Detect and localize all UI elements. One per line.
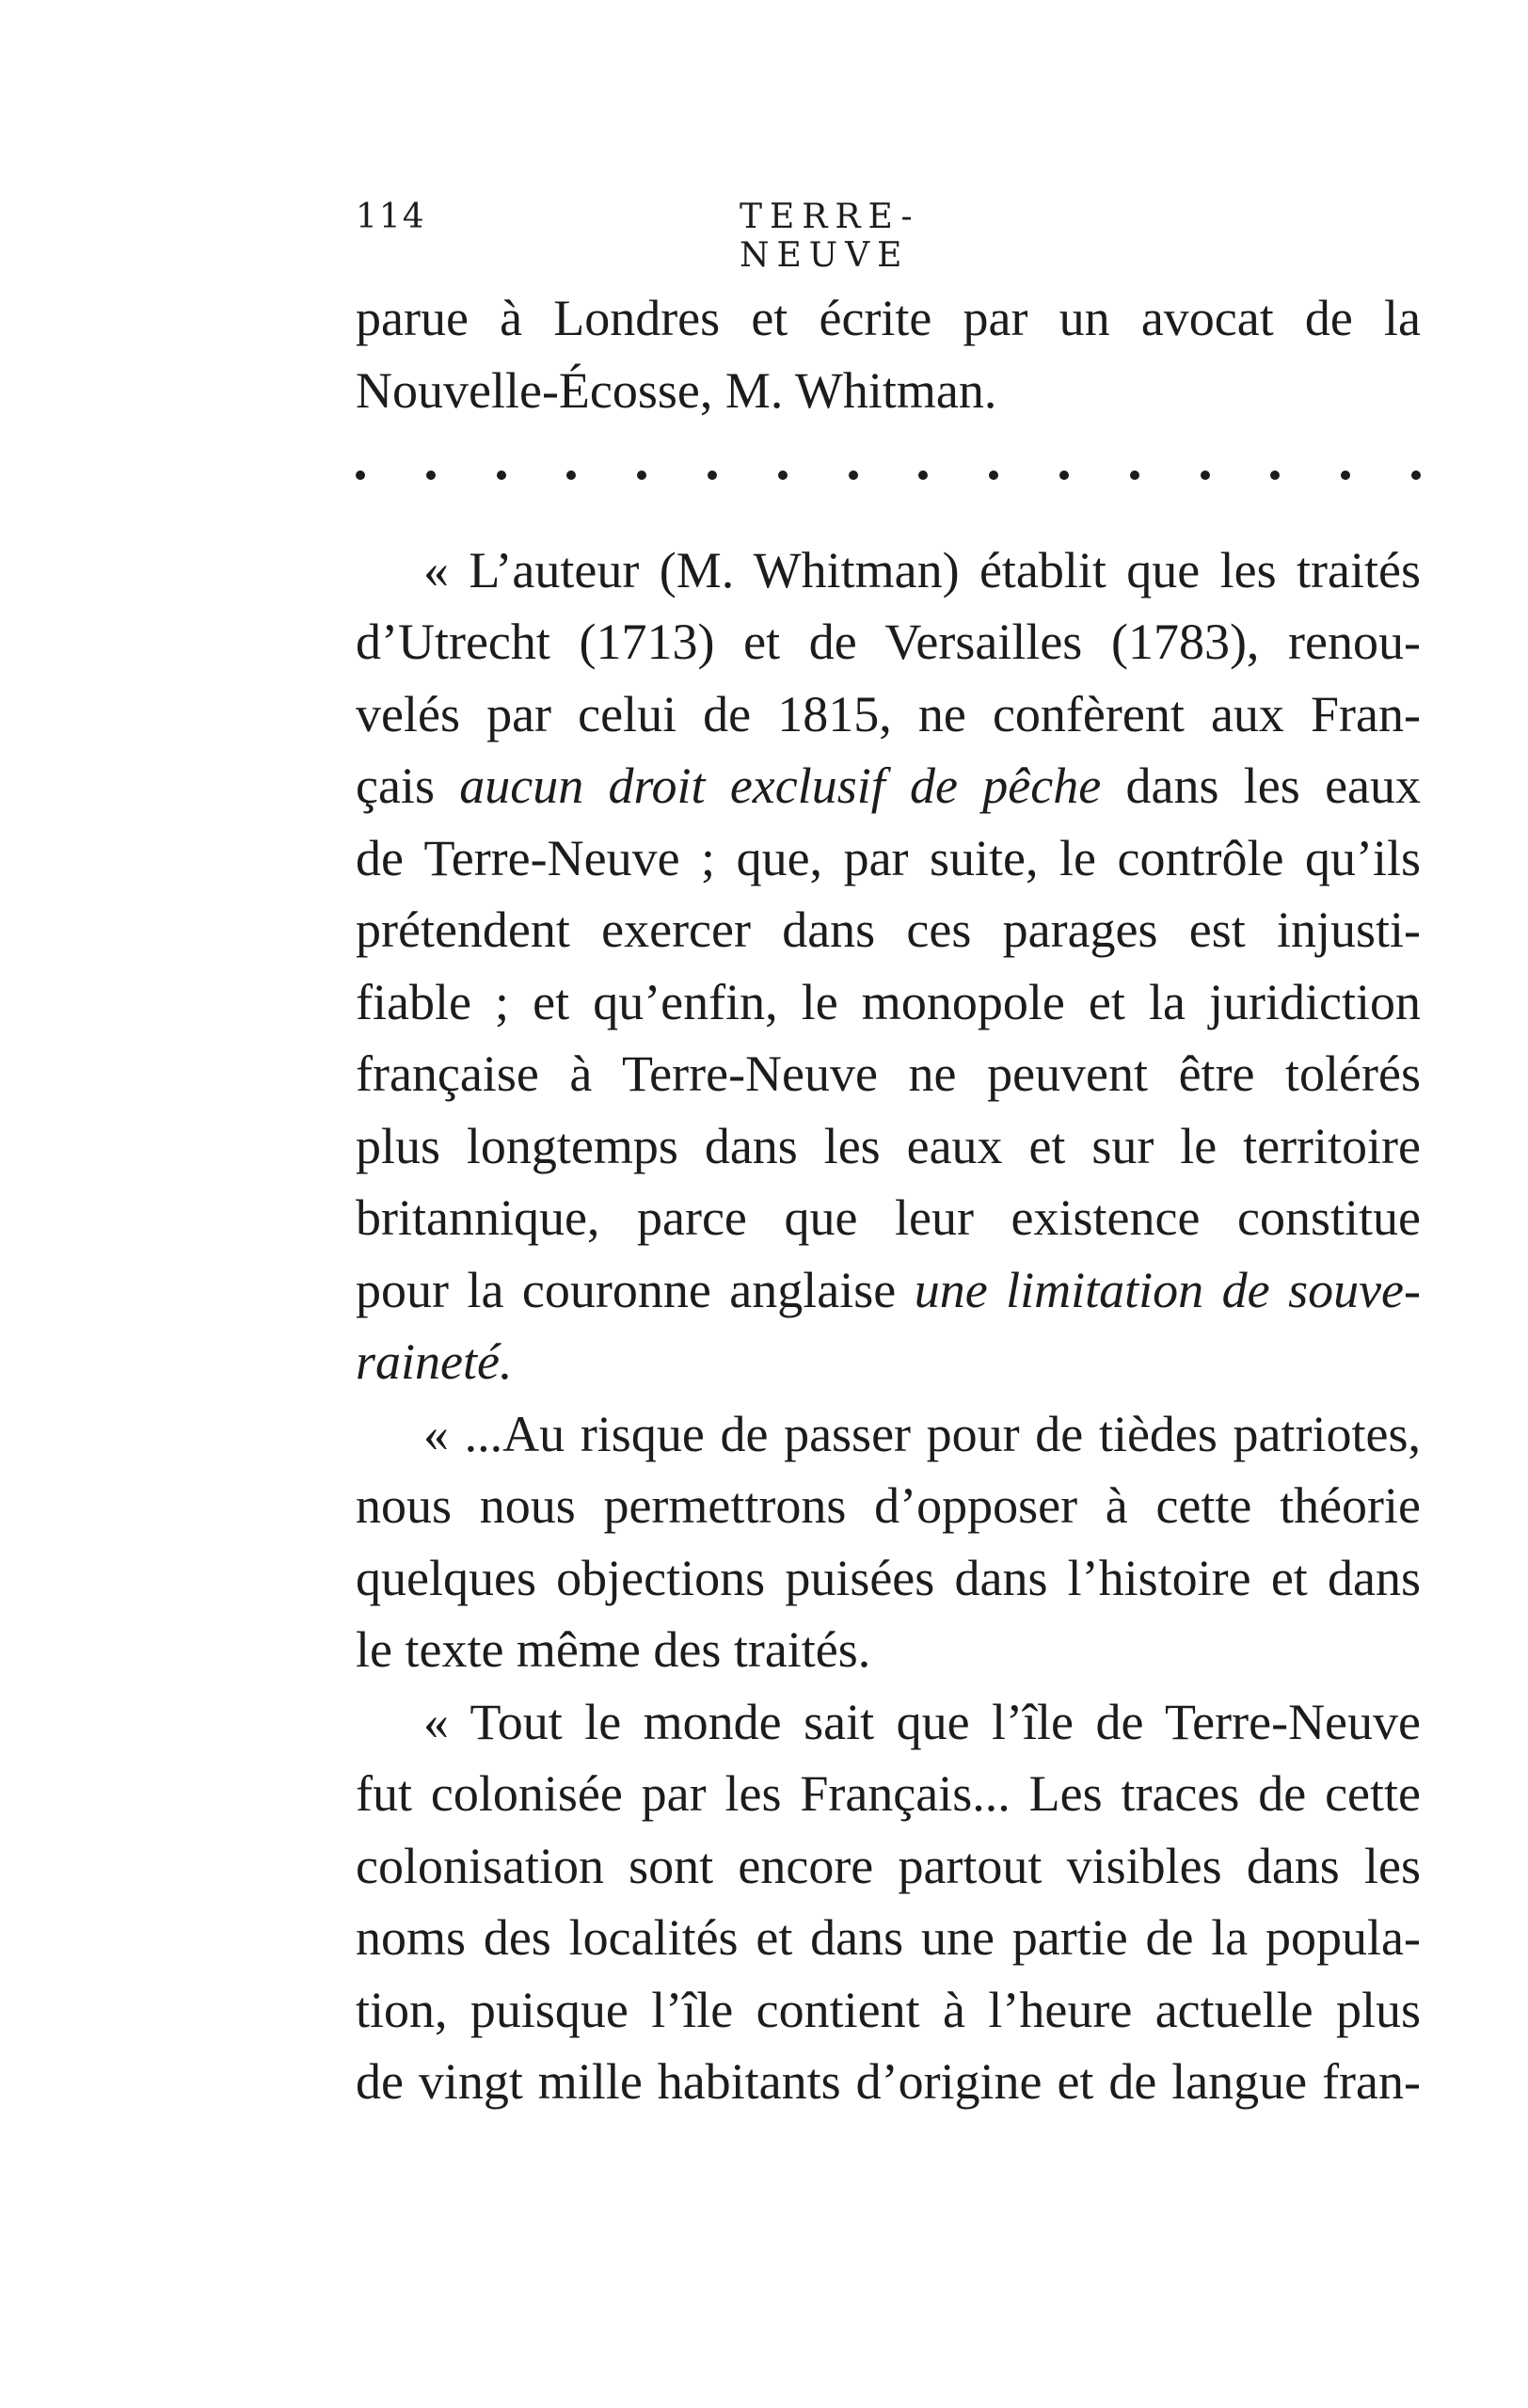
ellipsis-dot [708,470,717,480]
text-line: de vingt mille habitants d’origine et de langue fran- [356,2053,1421,2110]
text-line: britannique, parce que leur existence constitue [356,1189,1421,1246]
text-line: çais aucun droit exclusif de pêche dans les eaux [356,757,1422,814]
page-number: 114 [356,198,426,236]
ellipsis-dot [566,470,576,480]
text-line: tion, puisque l’île contient à l’heure actuelle plus [356,1981,1421,2038]
text-line: « Tout le monde sait que l’île de Terre-Neuve [423,1693,1421,1750]
running-title: TERRE-NEUVE [740,198,920,275]
text-line: plus longtemps dans les eaux et sur le territoire [356,1117,1421,1174]
ellipsis-dot [778,470,788,480]
ellipsis-dot [1059,470,1069,480]
ellipsis-dot [849,470,858,480]
text-line: Nouvelle-Écosse, M. Whitman. [356,361,997,419]
ellipsis-dot [1411,470,1421,480]
ellipsis-dot [1201,470,1210,480]
ellipsis-dot [1270,470,1280,480]
ellipsis-dot [989,470,998,480]
ellipsis-dot [1130,470,1139,480]
emphasis: raineté. [356,1333,513,1390]
text-line: fiable ; et qu’enfin, le monopole et la juridiction [356,973,1421,1030]
ellipsis-row [356,452,1421,499]
ellipsis-dot [1341,470,1350,480]
text-line: fut colonisée par les Français... Les traces de cette [356,1765,1421,1822]
text-line: noms des localités et dans une partie de la popula- [356,1909,1421,1966]
page-header [356,198,1033,275]
text-line: française à Terre-Neuve ne peuvent être tolérés [356,1045,1421,1102]
text-line: parue à Londres et écrite par un avocat de la [356,290,1421,346]
text-line: « L’auteur (M. Whitman) établit que les traités [423,541,1421,598]
text-line: de Terre-Neuve ; que, par suite, le contrôle qu’ils [356,829,1421,886]
emphasis: aucun droit exclusif de pêche [459,757,1102,814]
ellipsis-dot [918,470,928,480]
ellipsis-dot [637,470,646,480]
ellipsis-dot [497,470,506,480]
text-line: le texte même des traités. [356,1621,871,1678]
text-line: colonisation sont encore partout visibles dans les [356,1837,1421,1894]
text-line: quelques objections puisées dans l’histoire et dans [356,1549,1421,1606]
emphasis: une limitation de souve- [914,1261,1422,1318]
text-line [356,1326,1421,1398]
text-line: d’Utrecht (1713) et de Versailles (1783), renou- [356,614,1421,670]
text-line: « ...Au risque de passer pour de tièdes patriotes, [423,1405,1421,1462]
text-line: velés par celui de 1815, ne confèrent aux Fran- [356,685,1421,742]
ellipsis-dot [426,470,436,480]
body-text [356,282,1421,2118]
text-line: pour la couronne anglaise une limitation de souve- [356,1261,1422,1318]
text-line: nous nous permettrons d’opposer à cette théorie [356,1477,1421,1534]
spacer [356,499,1421,534]
text-line: prétendent exercer dans ces parages est injusti- [356,901,1421,958]
ellipsis-dot [356,470,365,480]
